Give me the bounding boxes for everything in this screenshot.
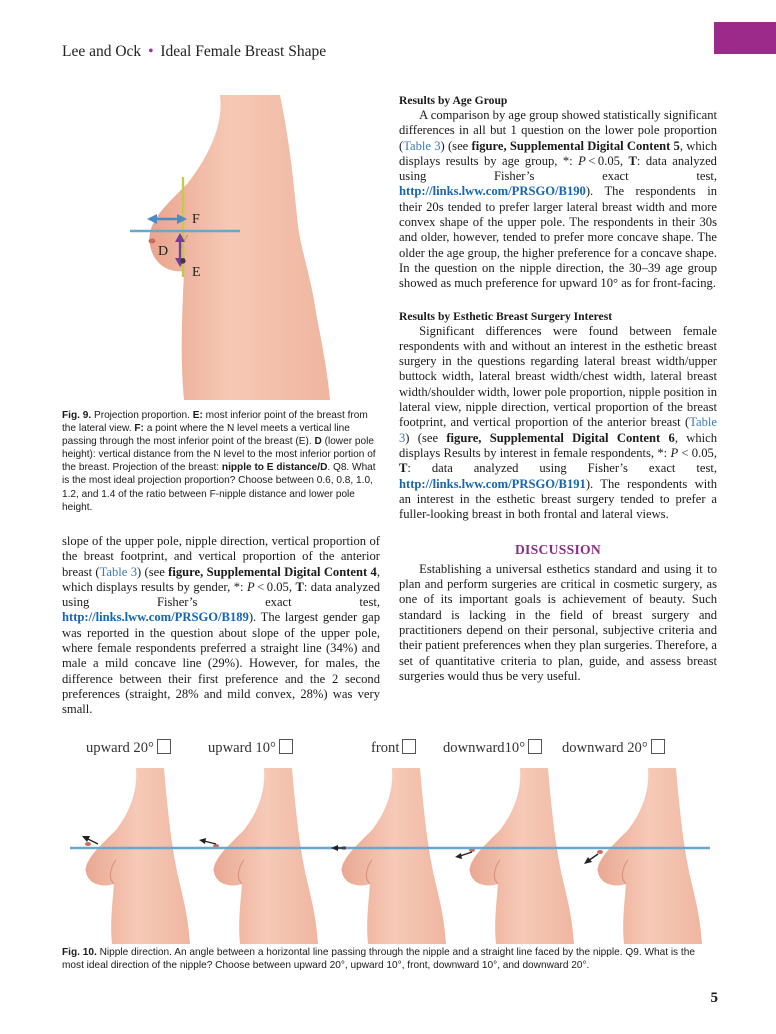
checkbox-downward-20[interactable] (651, 739, 665, 754)
arrow-downward-10 (455, 852, 472, 859)
table-3-link[interactable]: Table 3 (403, 138, 441, 153)
running-head-title: Ideal Female Breast Shape (160, 43, 327, 60)
arrow-front (331, 845, 346, 851)
fig-9-label: Fig. 9. (62, 410, 92, 421)
option-downward-20[interactable]: downward 20° (562, 739, 665, 757)
point-e-marker (180, 258, 185, 263)
checkbox-upward-10[interactable] (279, 739, 293, 754)
torso-downward-20 (597, 768, 702, 944)
label-e: E (192, 265, 201, 280)
label-d: D (158, 244, 169, 259)
supplemental-link-b189[interactable]: http://links.lww.com/PRSGO/B189 (62, 610, 249, 625)
option-upward-20[interactable]: upward 20° (86, 739, 171, 757)
torso-silhouette (149, 95, 330, 400)
paragraph-interest-results: Significant differences were found between female respondents with and without an interest in the esthetic breast surgery in the questions regarding lateral breast width/upper buttock width, lateral breast width/chest width, lateral breast width/shoulder width, lower pole proportion, nipple position in lateral view, nipple direction, vertical proportion of the breast footprint, and vertical proportion of the anterior breast (Table 3) (see figure, Supplemental Digital Content 6, which displays Results by interest in female respondents, *: P < 0.05, T: data analyzed using Fisher’s exact test, http://links.lww.com/PRSGO/B191). The respondents with an interest in the esthetic breast surgery tended to prefer a fuller-looking breast in both frontal and lateral views. (399, 323, 718, 522)
checkbox-upward-20[interactable] (157, 739, 171, 754)
option-downward-10[interactable]: downward10° (443, 739, 542, 757)
figure-10-caption (62, 946, 718, 972)
supplemental-link-b191[interactable]: http://links.lww.com/PRSGO/B191 (399, 476, 586, 491)
arrow-upward-10 (199, 838, 216, 844)
section-tab-marker (714, 22, 776, 54)
figure-10-caption-text: Fig. 10. Nipple direction. An angle between a horizontal line passing through the nipple and a straight line faced by the nipple. Q9. What is the most ideal direction of the nipple? Choose between upward 20°, upward 10°, front, downward 10°, and downward 20°. (62, 947, 695, 972)
paragraph-discussion: Establishing a universal esthetics standard and using it to plan and perform surgeries are critical in cosmetic surgery, as one of its important goals is achievement of beauty. Such standard is lacking in the field of breast surgery and practitioners depend on their personal, subjective criteria and their patient preferences when they plan surgeries. Therefore, a set of quantitative criteria to plan, guide, and assess breast surgeries would thus be very useful. (399, 561, 717, 683)
running-head (62, 43, 326, 61)
figure-9-caption (62, 409, 382, 514)
figure-9-caption-text: Fig. 9. Projection proportion. E: most inferior point of the breast from the lateral view. F: a point where the N level meets a vertical line passing through the most inferior point of the breast (E). D (lower pole height): vertical distance from the N level to the most inferior portion of the breast. Projection of the breast: nipple to E distance/D. Q8. What is the most ideal projection proportion? Choose between 0.6, 0.8, 1.0, 1.2, and 1.4 of the ratio between F-nipple distance and lower pole height. (62, 410, 376, 513)
left-column-text (62, 534, 380, 718)
option-front[interactable]: front (371, 739, 416, 757)
table-3-link[interactable]: Table 3 (99, 564, 138, 579)
paragraph-gender-results: slope of the upper pole, nipple direction, vertical proportion of the breast footprint, and vertical proportion of the anterior breast (Table 3) (see figure, Supplemental Digital Content 4, which displays results by gender, *: P < 0.05, T: data analyzed using Fisher’s exact test, http://links.lww.com/PRSGO/B189). The largest gender gap was reported in the question about slope of the upper pole, where female respondents preferred a straight line (34%) and male a mild concave line (29%). However, for males, the difference between their first preference and the 2 second preferences (straight, 28% and mild convex, 28%) was very small. (62, 534, 380, 717)
checkbox-front[interactable] (402, 739, 416, 754)
fig-10-label: Fig. 10. (62, 947, 97, 958)
figure-9-illustration (128, 95, 390, 400)
section-heading-discussion: DISCUSSION (514, 542, 602, 558)
paragraph-age-results: A comparison by age group showed statistically significant differences in all but 1 question on the lower pole proportion (Table 3) (see figure, Supplemental Digital Content 5, which displays results by age group, *: P < 0.05, T: data analyzed using Fisher’s exact test, http://links.lww.com/PRSGO/B190). The respondents in their 20s tended to prefer larger lateral breast width and more convex shape of the upper pole. The respondents in their 30s and older, however, tended to prefer more concave shape. The older the age group, the higher preference for a concave shape. In the question on the nipple direction, the 30–39 age group showed as much preference for upward 10° as for front-facing. (399, 108, 718, 291)
running-head-authors: Lee and Ock (62, 43, 142, 60)
option-upward-10[interactable]: upward 10° (208, 739, 293, 757)
torso-upward-10 (213, 768, 318, 944)
running-head-separator: • (148, 43, 154, 60)
torso-downward-10 (469, 768, 574, 944)
checkbox-downward-10[interactable] (528, 739, 542, 754)
arrow-downward-20 (584, 854, 598, 864)
figure-10-illustration (60, 768, 716, 944)
supplemental-link-b190[interactable]: http://links.lww.com/PRSGO/B190 (399, 184, 586, 199)
torso-upward-20 (85, 768, 190, 944)
subheading-esthetic-interest: Results by Esthetic Breast Surgery Interest (399, 309, 613, 323)
table-3-link[interactable]: Table 3 (399, 415, 717, 445)
nipple-mark (149, 239, 156, 244)
label-f: F (192, 212, 200, 227)
page-number: 5 (710, 990, 718, 1006)
right-column-text (399, 93, 717, 684)
subheading-age-group: Results by Age Group (399, 94, 508, 107)
torso-front (341, 768, 446, 944)
